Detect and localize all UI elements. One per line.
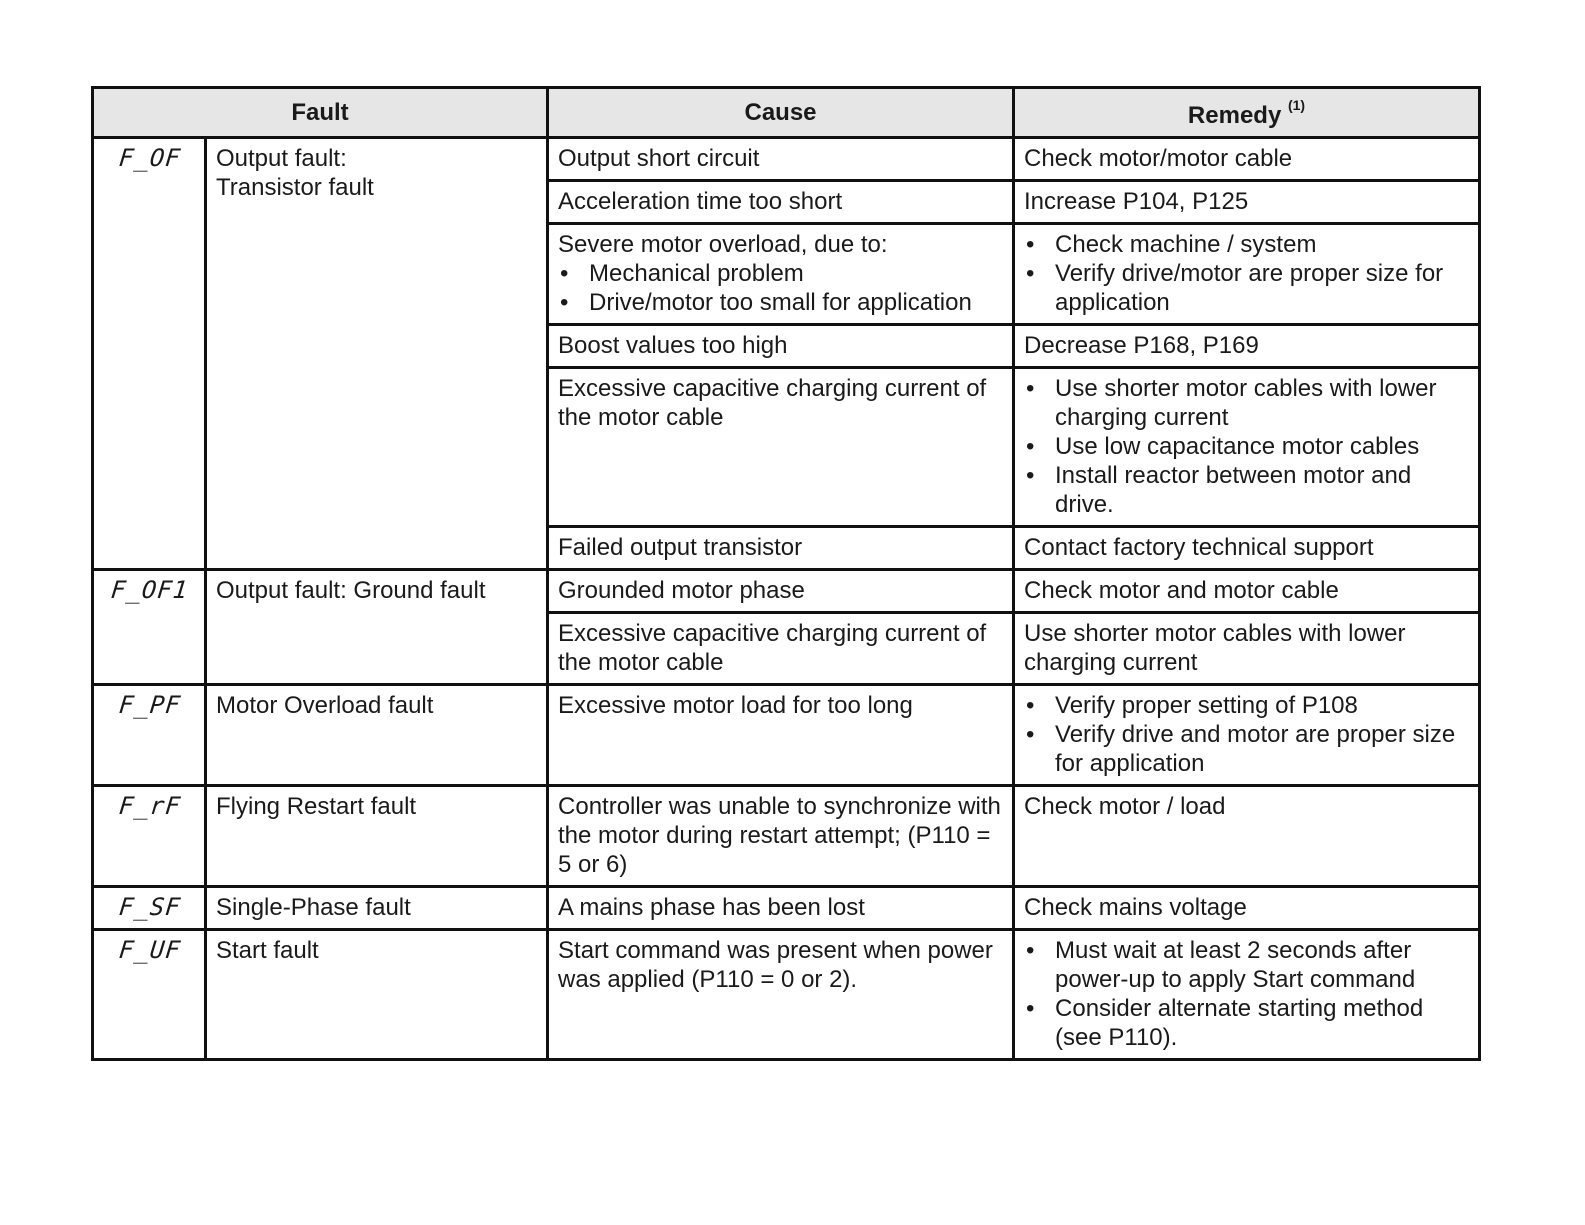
cause-cell: Output short circuit [548, 138, 1014, 181]
table-row [93, 138, 1480, 181]
table-row [93, 685, 1480, 786]
fault-code-cell [93, 786, 206, 887]
cause-list [558, 259, 1004, 317]
fault-description: Flying Restart fault [206, 786, 548, 887]
table-row [93, 570, 1480, 613]
fault-code: F_SF [117, 893, 182, 921]
remedy-cell [1014, 930, 1480, 1060]
cause-cell: A mains phase has been lost [548, 887, 1014, 930]
fault-description: Single-Phase fault [206, 887, 548, 930]
remedy-cell [1014, 224, 1480, 325]
fault-header: Fault [93, 88, 548, 138]
fault-code-cell [93, 930, 206, 1060]
remedy-list [1024, 374, 1470, 519]
fault-description: Motor Overload fault [206, 685, 548, 786]
cause-cell: Start command was present when power was applied (P110 = 0 or 2). [548, 930, 1014, 1060]
remedy-header-label: Remedy [1187, 102, 1282, 129]
table-row [93, 887, 1480, 930]
cause-cell: Excessive capacitive charging current of the motor cable [548, 368, 1014, 527]
remedy-cell: Check mains voltage [1014, 887, 1480, 930]
remedy-cell: Check motor and motor cable [1014, 570, 1480, 613]
list-item: • Verify proper setting of P108 [1024, 691, 1470, 720]
cause-cell [548, 224, 1014, 325]
remedy-header [1014, 88, 1480, 138]
fault-description: Output fault: Ground fault [206, 570, 548, 685]
header-row [93, 88, 1480, 138]
list-item: • Use shorter motor cables with lower charging current [1024, 374, 1470, 432]
fault-code: F_UF [117, 936, 182, 964]
cause-cell: Excessive motor load for too long [548, 685, 1014, 786]
list-item: • Must wait at least 2 seconds after power-up to apply Start command [1024, 936, 1470, 994]
remedy-cell: Check motor / load [1014, 786, 1480, 887]
list-item: • Install reactor between motor and drive. [1024, 461, 1470, 519]
list-item: • Consider alternate starting method (see P110). [1024, 994, 1470, 1052]
fault-description: Start fault [206, 930, 548, 1060]
fault-code: F_OF1 [109, 576, 190, 604]
cause-cell: Controller was unable to synchronize with the motor during restart attempt; (P110 = 5 or 6) [548, 786, 1014, 887]
cause-cell: Grounded motor phase [548, 570, 1014, 613]
list-item: • Verify drive/motor are proper size for application [1024, 259, 1470, 317]
remedy-cell: Use shorter motor cables with lower charging current [1014, 613, 1480, 685]
remedy-cell [1014, 368, 1480, 527]
remedy-list [1024, 691, 1470, 778]
cause-text: Severe motor overload, due to: [558, 231, 888, 258]
list-item: • Check machine / system [1024, 230, 1470, 259]
fault-code: F_PF [117, 691, 182, 719]
fault-code: F_OF [117, 144, 182, 172]
list-item: • Use low capacitance motor cables [1024, 432, 1470, 461]
remedy-cell: Decrease P168, P169 [1014, 325, 1480, 368]
fault-description: Transistor fault [216, 174, 374, 201]
remedy-list [1024, 230, 1470, 317]
table-row [93, 786, 1480, 887]
fault-code: F_rF [117, 792, 182, 820]
remedy-list [1024, 936, 1470, 1052]
remedy-cell: Contact factory technical support [1014, 527, 1480, 570]
list-item: • Mechanical problem [558, 259, 1004, 288]
cause-cell: Acceleration time too short [548, 181, 1014, 224]
fault-code-cell [93, 570, 206, 685]
table-row [93, 930, 1480, 1060]
remedy-cell: Check motor/motor cable [1014, 138, 1480, 181]
cause-cell: Excessive capacitive charging current of the motor cable [548, 613, 1014, 685]
list-item: • Drive/motor too small for application [558, 288, 1004, 317]
cause-cell: Failed output transistor [548, 527, 1014, 570]
fault-description: Output fault: [216, 145, 347, 172]
fault-code-cell [93, 887, 206, 930]
list-item: • Verify drive and motor are proper size for application [1024, 720, 1470, 778]
remedy-footnote-marker: (1) [1287, 97, 1306, 113]
fault-table [91, 86, 1481, 1061]
cause-header: Cause [548, 88, 1014, 138]
cause-cell: Boost values too high [548, 325, 1014, 368]
fault-description-cell [206, 138, 548, 570]
fault-code-cell [93, 138, 206, 570]
remedy-cell: Increase P104, P125 [1014, 181, 1480, 224]
fault-code-cell [93, 685, 206, 786]
remedy-cell [1014, 685, 1480, 786]
